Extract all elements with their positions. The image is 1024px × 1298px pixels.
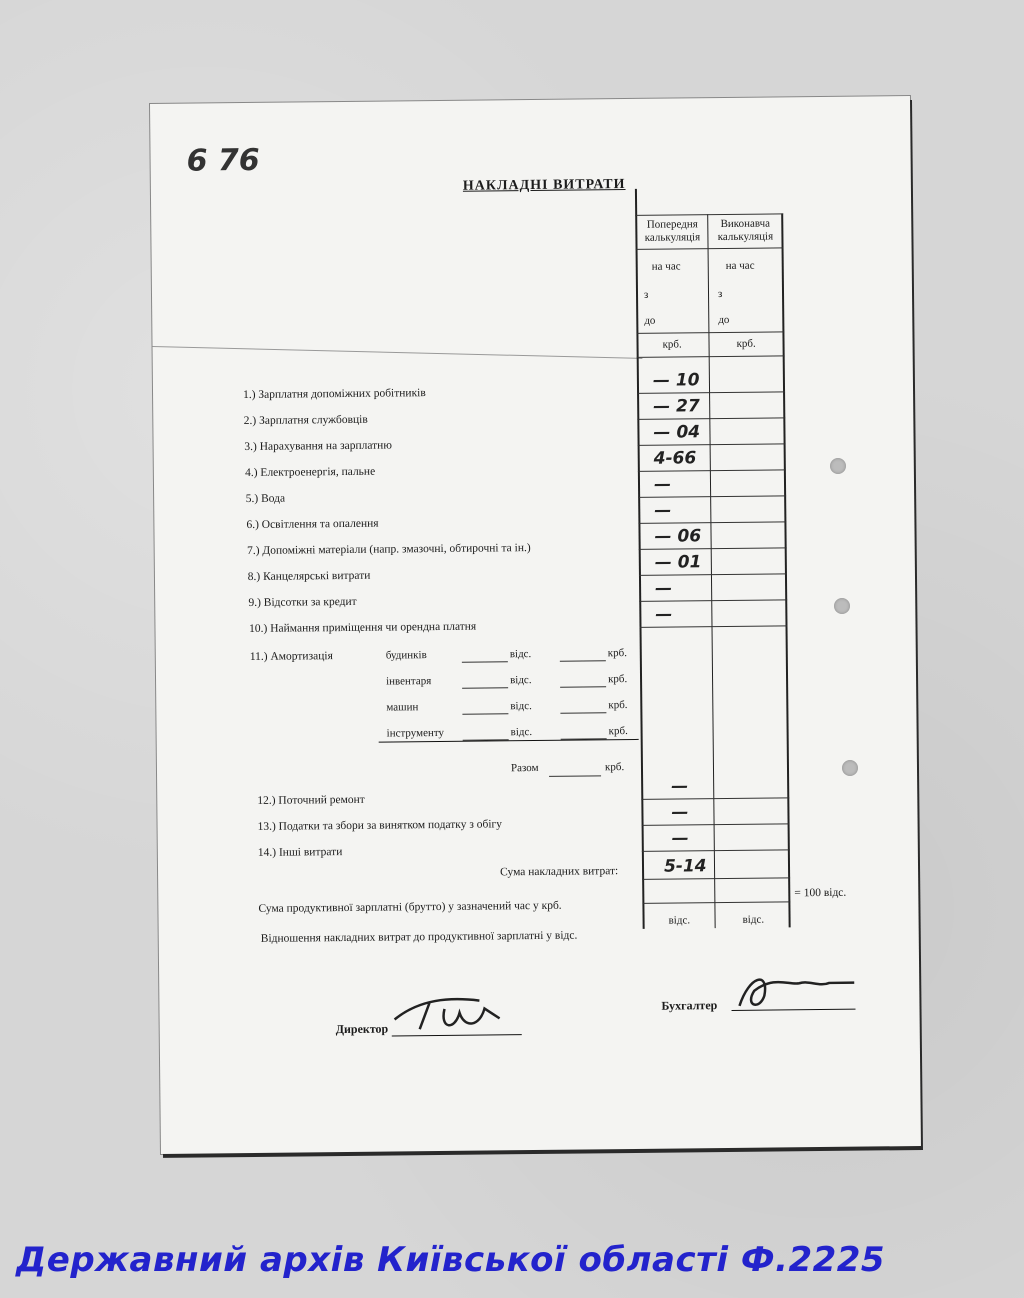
amortization-rub-unit: крб. xyxy=(608,725,628,738)
item-row-line xyxy=(638,443,786,446)
total-label: Разом xyxy=(510,761,539,775)
accountant-signature xyxy=(729,965,870,1016)
item-label: 4.) Електроенергія, пальне xyxy=(244,465,376,480)
item-label: 1.) Зарплатня допоміжних робітників xyxy=(242,387,426,402)
paper-crease xyxy=(153,346,643,359)
table-right-border xyxy=(781,213,790,927)
amortization-pct-blank xyxy=(462,687,508,688)
header-from-2: з xyxy=(717,288,723,301)
item-value: — xyxy=(654,578,673,599)
header-per-time-2: на час xyxy=(725,259,755,272)
item-value: — xyxy=(671,776,689,797)
amortization-pct-unit: відс. xyxy=(510,726,533,739)
item-row-line xyxy=(640,625,788,628)
table-mid-border xyxy=(707,214,715,928)
header-exec-calc: Виконавча калькуляція xyxy=(717,217,774,244)
item-label: 8.) Канцелярські витрати xyxy=(247,569,371,584)
amortization-item: інструменту xyxy=(386,726,445,740)
punch-hole xyxy=(834,598,850,614)
amortization-label: 11.) Амортизація xyxy=(249,650,333,663)
item-row-line xyxy=(639,599,787,602)
item-label: 6.) Освітлення та опалення xyxy=(246,517,379,532)
header-currency-2: крб. xyxy=(736,337,756,350)
item-label: 14.) Інші витрати xyxy=(257,846,343,859)
item-label: 3.) Нарахування на зарплатню xyxy=(244,439,392,454)
item-row-line xyxy=(638,495,786,498)
punch-hole xyxy=(842,760,858,776)
item-row-line xyxy=(638,521,786,524)
director-signature xyxy=(389,988,520,1039)
document-page xyxy=(150,96,921,1154)
amortization-item: машин xyxy=(386,701,419,714)
amortization-rub-blank xyxy=(560,660,606,661)
header-prev-calc: Попередня калькуляція xyxy=(644,218,701,244)
item-value: — 04 xyxy=(653,422,701,443)
item-value: — xyxy=(671,828,689,849)
sum-productive-line xyxy=(642,901,790,904)
amortization-pct-unit: відс. xyxy=(510,700,532,713)
sum-overhead-label: Сума накладних витрат: xyxy=(500,865,619,879)
item-value: 4-66 xyxy=(653,448,697,469)
amortization-rub-unit: крб. xyxy=(607,673,628,686)
archive-caption: Державний архів Київської області Ф.2225 xyxy=(16,1240,886,1280)
table-top-line xyxy=(635,213,783,216)
amortization-rub-blank xyxy=(560,686,606,687)
amortization-rub-blank xyxy=(560,712,606,713)
accountant-label: Бухгалтер xyxy=(661,998,718,1013)
item-value: — xyxy=(653,474,672,495)
item-value: — 27 xyxy=(653,396,700,417)
item-row-line xyxy=(637,417,785,420)
amortization-item: будинків xyxy=(385,649,427,662)
amortization-pct-blank xyxy=(462,661,508,662)
item-row-line xyxy=(642,823,790,826)
item-row-line xyxy=(638,469,786,472)
sum-overhead-value: 5-14 xyxy=(663,856,707,877)
item-row-line xyxy=(637,391,785,394)
item-value: — 10 xyxy=(652,370,700,391)
item-row-line xyxy=(639,547,787,550)
table-header-line xyxy=(636,247,784,250)
item-row-line xyxy=(642,849,790,852)
item-value: — xyxy=(671,802,689,823)
total-blank xyxy=(549,775,601,777)
ratio-label: Відношення накладних витрат до продуктивної зарплатні у відс. xyxy=(260,929,578,945)
item-value: — 06 xyxy=(654,526,702,547)
amortization-rub-unit: крб. xyxy=(607,647,628,660)
footer-percent-1: відс. xyxy=(668,914,691,927)
footer-percent-2: відс. xyxy=(742,913,765,926)
item-value: — xyxy=(655,604,673,625)
item-label: 12.) Поточний ремонт xyxy=(257,793,365,807)
amortization-item: інвентаря xyxy=(385,675,432,688)
director-label: Директор xyxy=(335,1021,389,1037)
item-value: — xyxy=(654,500,672,521)
item-value: — 01 xyxy=(654,552,702,573)
item-label: 10.) Наймання приміщення чи орендна платня xyxy=(249,620,477,635)
item-row-line xyxy=(641,797,789,800)
form-title: НАКЛАДНІ ВИТРАТИ xyxy=(462,177,626,194)
header-to-1: до xyxy=(644,314,656,327)
item-label: 5.) Вода xyxy=(245,492,286,506)
amortization-rub-unit: крб. xyxy=(608,699,628,712)
amortization-pct-unit: відс. xyxy=(509,674,532,687)
amortization-pct-blank xyxy=(462,713,508,714)
sum-overhead-line xyxy=(642,877,790,880)
item-row-line xyxy=(639,573,787,576)
table-period-line xyxy=(636,331,784,334)
table-unit-line xyxy=(637,355,785,358)
header-currency-1: крб. xyxy=(662,338,682,351)
amortization-underline xyxy=(379,739,639,743)
header-to-2: до xyxy=(718,313,730,327)
item-label: 2.) Зарплатня службовців xyxy=(243,413,368,428)
total-unit: крб. xyxy=(604,761,625,774)
item-label: 13.) Податки та збори за винятком податку з обігу xyxy=(257,818,503,833)
hundred-percent-label: = 100 відс. xyxy=(794,886,847,900)
archive-page-number: 6 76 xyxy=(186,142,260,179)
item-label: 7.) Допоміжні матеріали (напр. змазочні, обтирочні та ін.) xyxy=(247,542,531,558)
header-from-1: з xyxy=(643,288,649,301)
item-label: 9.) Відсотки за кредит xyxy=(248,595,357,609)
header-per-time-1: на час xyxy=(651,260,681,273)
punch-hole xyxy=(830,458,846,474)
amortization-pct-unit: відс. xyxy=(509,648,532,661)
sum-productive-label: Сума продуктивної зарплатні (брутто) у зазначений час у крб. xyxy=(258,899,562,915)
